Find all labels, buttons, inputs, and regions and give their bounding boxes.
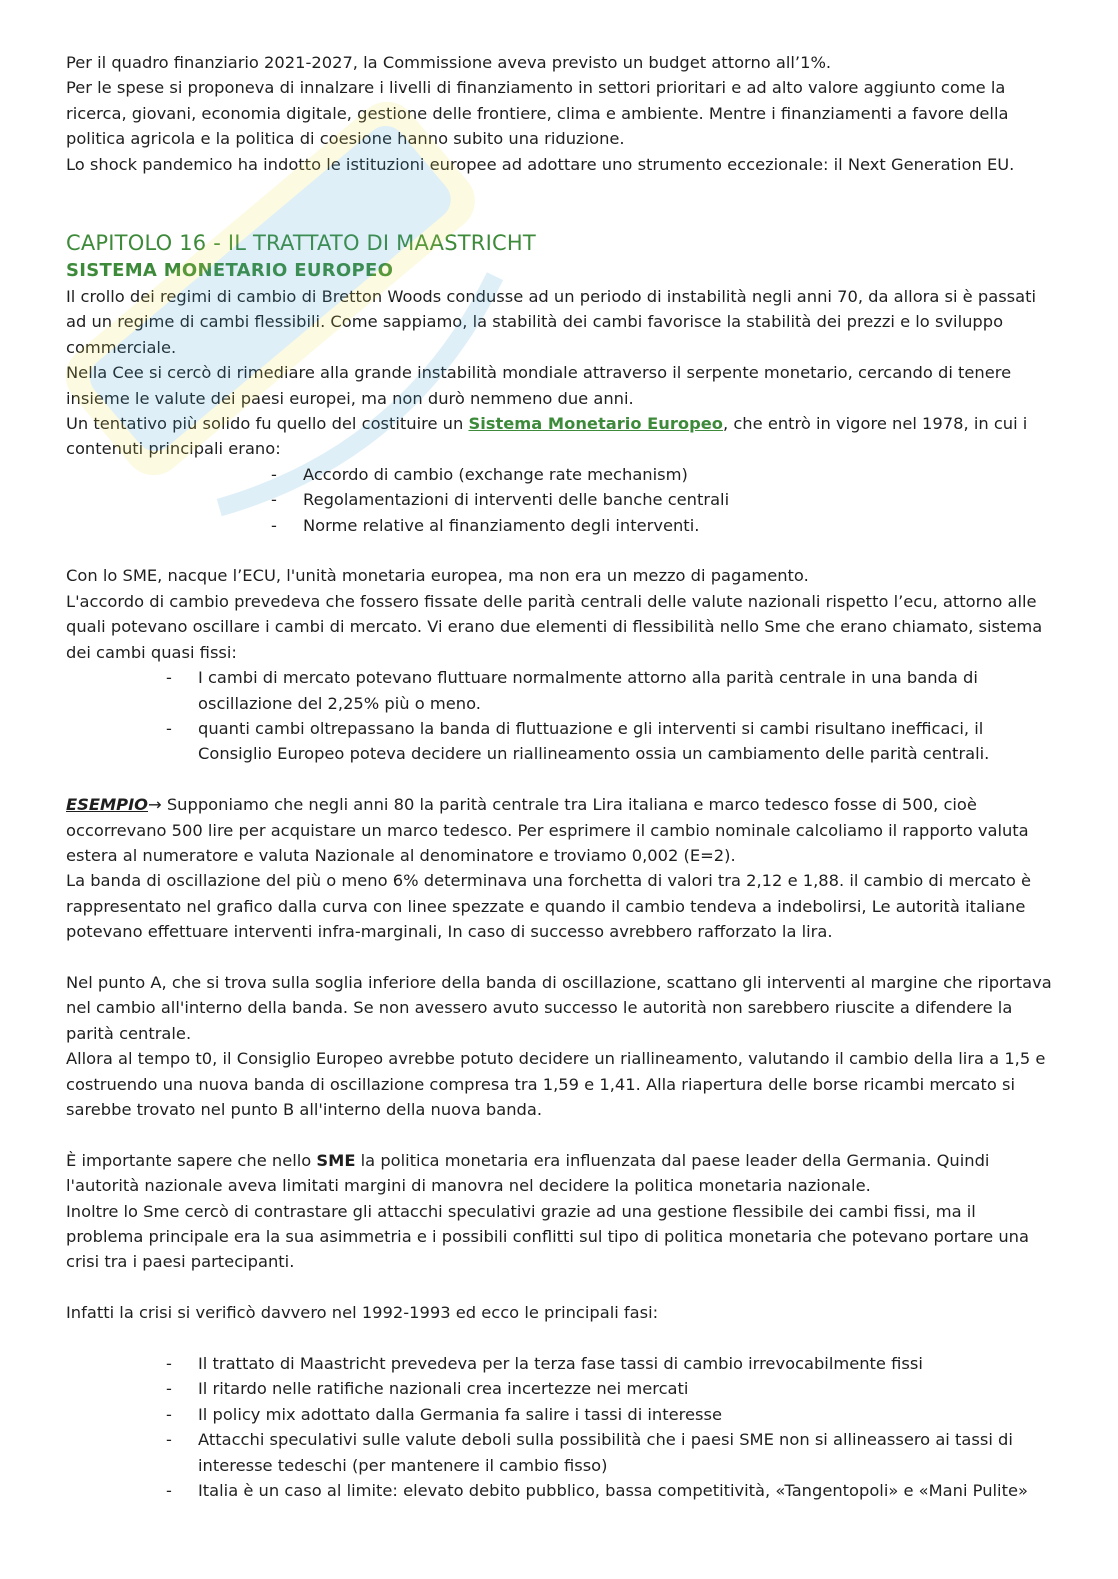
bullet-dash: - bbox=[166, 1430, 172, 1450]
sme-paragraph-3-start: Un tentativo più solido fu quello del costituire un bbox=[66, 414, 469, 434]
section-title: SISTEMA MONETARIO EUROPEO bbox=[66, 260, 394, 282]
list-item-text: Attacchi speculativi sulle valute deboli sulla possibilità che i paesi SME non si allineassero ai tassi di interesse tedeschi (per mantenere il cambio fisso) bbox=[198, 1430, 1013, 1475]
bullet-dash: - bbox=[271, 464, 277, 484]
example-paragraph-3: Nel punto A, che si trova sulla soglia inferiore della banda di oscillazione, scattano gli interventi al margine che riportava nel cambio all'interno della banda. Se non avessero avuto successo le autorità non sarebbero riuscite a difendere la parità centrale. bbox=[66, 972, 1052, 1043]
list-item bbox=[66, 1427, 1058, 1478]
list-item-text: Il trattato di Maastricht prevedeva per la terza fase tassi di cambio irrevocabilmente fissi bbox=[198, 1354, 923, 1373]
bullet-dash: - bbox=[271, 490, 277, 510]
sme-paragraph-2: Nella Cee si cercò di rimediare alla grande instabilità mondiale attraverso il serpente monetario, cercando di tenere insieme le valute dei paesi europei, ma non durò nemmeno due anni. bbox=[66, 363, 1012, 408]
list-item-text: Il policy mix adottato dalla Germania fa salire i tassi di interesse bbox=[198, 1404, 722, 1424]
sme-link[interactable]: Sistema Monetario Europeo bbox=[468, 414, 723, 434]
intro-paragraph-1: Per il quadro finanziario 2021-2027, la Commissione aveva previsto un budget attorno all’1%. bbox=[66, 53, 832, 72]
crisis-phases-list bbox=[66, 1351, 1058, 1503]
example-paragraph-4: Allora al tempo t0, il Consiglio Europeo avrebbe potuto decidere un riallineamento, valutando il cambio della lira a 1,5 e costruendo una nuova banda di oscillazione compresa tra 1,59 e 1,41. Alla riapertura delle borse ricambi mercato si sarebbe trovato nel punto B all'interno della nuova banda. bbox=[66, 1049, 1046, 1119]
list-item bbox=[66, 487, 1058, 512]
sme-contents-list bbox=[66, 462, 1058, 538]
list-item-text: Accordo di cambio (exchange rate mechanism) bbox=[303, 464, 688, 484]
sme-paragraph-3 bbox=[66, 411, 1058, 462]
list-item bbox=[66, 462, 1058, 487]
bullet-dash: - bbox=[166, 1354, 172, 1373]
list-item bbox=[66, 1402, 1058, 1427]
sme-bold: SME bbox=[316, 1150, 356, 1170]
example-text: Supponiamo che negli anni 80 la parità centrale tra Lira italiana e marco tedesco fosse di 500, cioè occorrevano 500 lire per acquistare un marco tedesco. Per esprimere il cambio nominale calcoliamo il rapporto valuta estera al numeratore e valuta Nazionale al denominatore e troviamo 0,002 (E=2). bbox=[66, 795, 1029, 865]
list-item bbox=[66, 513, 1058, 538]
importance-end: la politica monetaria era influenzata dal paese leader della Germania. Quindi l'autorità nazionale aveva limitati margini di manovra nel decidere la politica monetaria nazionale. bbox=[66, 1150, 990, 1196]
flexibility-list bbox=[66, 665, 1058, 767]
list-item bbox=[66, 665, 1058, 716]
chapter-title: CAPITOLO 16 - IL TRATTATO DI MAASTRICHT bbox=[66, 231, 536, 256]
example-paragraph-2: La banda di oscillazione del più o meno 6% determinava una forchetta di valori tra 2,12 e 1,88. il cambio di mercato è rappresentato nel grafico dalla curva con linee spezzate e quando il cambio tendeva a indebolirsi, Le autorità italiane potevano effettuare interventi infra-marginali, In caso di successo avrebbero rafforzato la lira. bbox=[66, 871, 1032, 942]
bullet-dash: - bbox=[166, 718, 172, 738]
list-item-text: Italia è un caso al limite: elevato debito pubblico, bassa competitività, «Tangentopoli» e «Mani Pulite» bbox=[198, 1481, 1028, 1501]
example-paragraph-1 bbox=[66, 792, 1058, 868]
list-item-text: Regolamentazioni di interventi delle banche centrali bbox=[303, 490, 730, 510]
list-item-text: Il ritardo nelle ratifiche nazionali crea incertezze nei mercati bbox=[198, 1379, 689, 1399]
importance-paragraph-1 bbox=[66, 1148, 1058, 1199]
bullet-dash: - bbox=[166, 1481, 172, 1501]
bullet-dash: - bbox=[166, 1379, 172, 1399]
exchange-agreement-paragraph: L'accordo di cambio prevedeva che fossero fissate delle parità centrali delle valute nazionali rispetto l’ecu, attorno alle quali potevano oscillare i cambi di mercato. Vi erano due elementi di flessibilità nello Sme che erano chiamato, sistema dei cambi quasi fissi: bbox=[66, 591, 1043, 662]
intro-paragraph-2: Per le spese si proponeva di innalzare i livelli di finanziamento in settori prioritari e ad alto valore aggiunto come la ricerca, giovani, economia digitale, gestione delle frontiere, clima e ambiente. Mentre i finanziamenti a favore della politica agricola e la politica di coesione hanno subito una riduzione. bbox=[66, 78, 1009, 149]
list-item bbox=[66, 1351, 1058, 1376]
example-label: ESEMPIO bbox=[66, 795, 149, 815]
crisis-intro: Infatti la crisi si verificò davvero nel 1992-1993 ed ecco le principali fasi: bbox=[66, 1303, 659, 1323]
list-item-text: quanti cambi oltrepassano la banda di fluttuazione e gli interventi si cambi risultano inefficaci, il Consiglio Europeo poteva decidere un riallineamento ossia un cambiamento delle parità centrali. bbox=[198, 718, 990, 764]
importance-start: È importante sapere che nello bbox=[66, 1150, 317, 1170]
bullet-dash: - bbox=[271, 515, 277, 535]
importance-paragraph-2: Inoltre lo Sme cercò di contrastare gli attacchi speculativi grazie ad una gestione flessibile dei cambi fissi, ma il problema principale era la sua asimmetria e i possibili conflitti sul tipo di politica monetaria che potevano portare una crisi tra i paesi partecipanti. bbox=[66, 1201, 1029, 1272]
list-item bbox=[66, 1376, 1058, 1401]
intro-paragraph-3: Lo shock pandemico ha indotto le istituzioni europee ad adottare uno strumento eccezionale: il Next Generation EU. bbox=[66, 154, 1015, 174]
list-item-text: Norme relative al finanziamento degli interventi. bbox=[303, 515, 700, 535]
bullet-dash: - bbox=[166, 1404, 172, 1424]
sme-paragraph-1: Il crollo dei regimi di cambio di Bretton Woods condusse ad un periodo di instabilità negli anni 70, da allora si è passati ad un regime di cambi flessibili. Come sappiamo, la stabilità dei cambi favorisce la stabilità dei prezzi e lo sviluppo commerciale. bbox=[66, 287, 1037, 357]
list-item-text: I cambi di mercato potevano fluttuare normalmente attorno alla parità centrale in una banda di oscillazione del 2,25% più o meno. bbox=[198, 668, 978, 713]
ecu-paragraph: Con lo SME, nacque l’ECU, l'unità monetaria europea, ma non era un mezzo di pagamento. bbox=[66, 566, 809, 586]
sme-paragraph-3-end: , che entrò in vigore nel 1978, in cui i contenuti principali erano: bbox=[66, 414, 1028, 459]
arrow-icon: → bbox=[148, 795, 162, 815]
list-item bbox=[66, 1478, 1058, 1503]
bullet-dash: - bbox=[166, 668, 172, 688]
list-item bbox=[66, 716, 1058, 767]
